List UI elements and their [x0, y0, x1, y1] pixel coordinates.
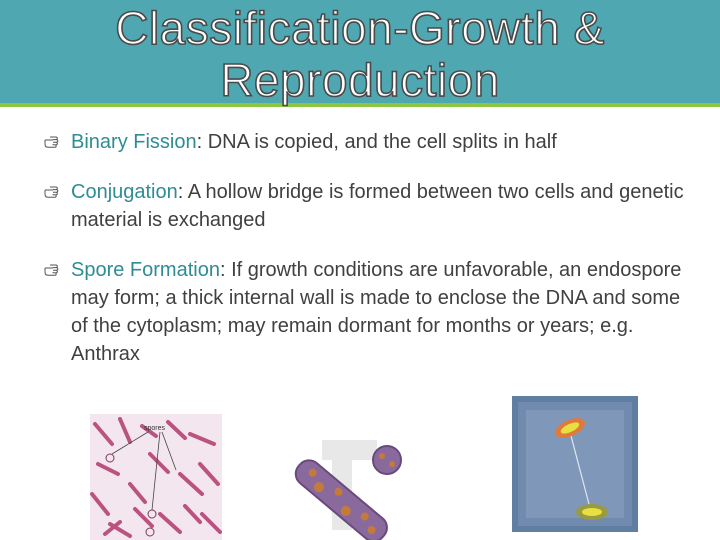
bullet-spore-formation	[44, 256, 684, 368]
bullet-text: : A hollow bridge is formed between two cells and genetic material is exchanged	[71, 181, 684, 231]
conjugation-image	[512, 396, 638, 532]
bullet-text: : DNA is copied, and the cell splits in half	[196, 131, 557, 153]
bacteria-illustration	[282, 430, 414, 540]
bullet-list	[44, 128, 684, 390]
bullet-term: Binary Fission	[71, 131, 197, 153]
slide-title	[0, 2, 720, 106]
bullet-term: Conjugation	[71, 181, 178, 203]
slide-title-line1: Classification-Growth &	[115, 2, 605, 54]
conjugation-micrograph	[512, 396, 638, 532]
bacteria-image	[282, 430, 414, 540]
bullet-term: Spore Formation	[71, 259, 220, 281]
hand-pointer-icon	[44, 134, 60, 148]
spore-stain-micrograph	[90, 414, 222, 540]
spore-stain-image	[90, 414, 222, 540]
bullet-conjugation	[44, 178, 684, 234]
hand-pointer-icon	[44, 262, 60, 276]
hand-pointer-icon	[44, 184, 60, 198]
slide-title-line2: Reproduction	[220, 54, 500, 106]
micrograph-label: spores	[144, 425, 166, 432]
bullet-binary-fission	[44, 128, 684, 156]
bullet-text: : If growth conditions are unfavorable, an endospore may form; a thick internal wall is made to enclose the DNA and some of the cytoplasm; may remain dormant for months or years; e.g. Anthrax	[71, 259, 682, 365]
